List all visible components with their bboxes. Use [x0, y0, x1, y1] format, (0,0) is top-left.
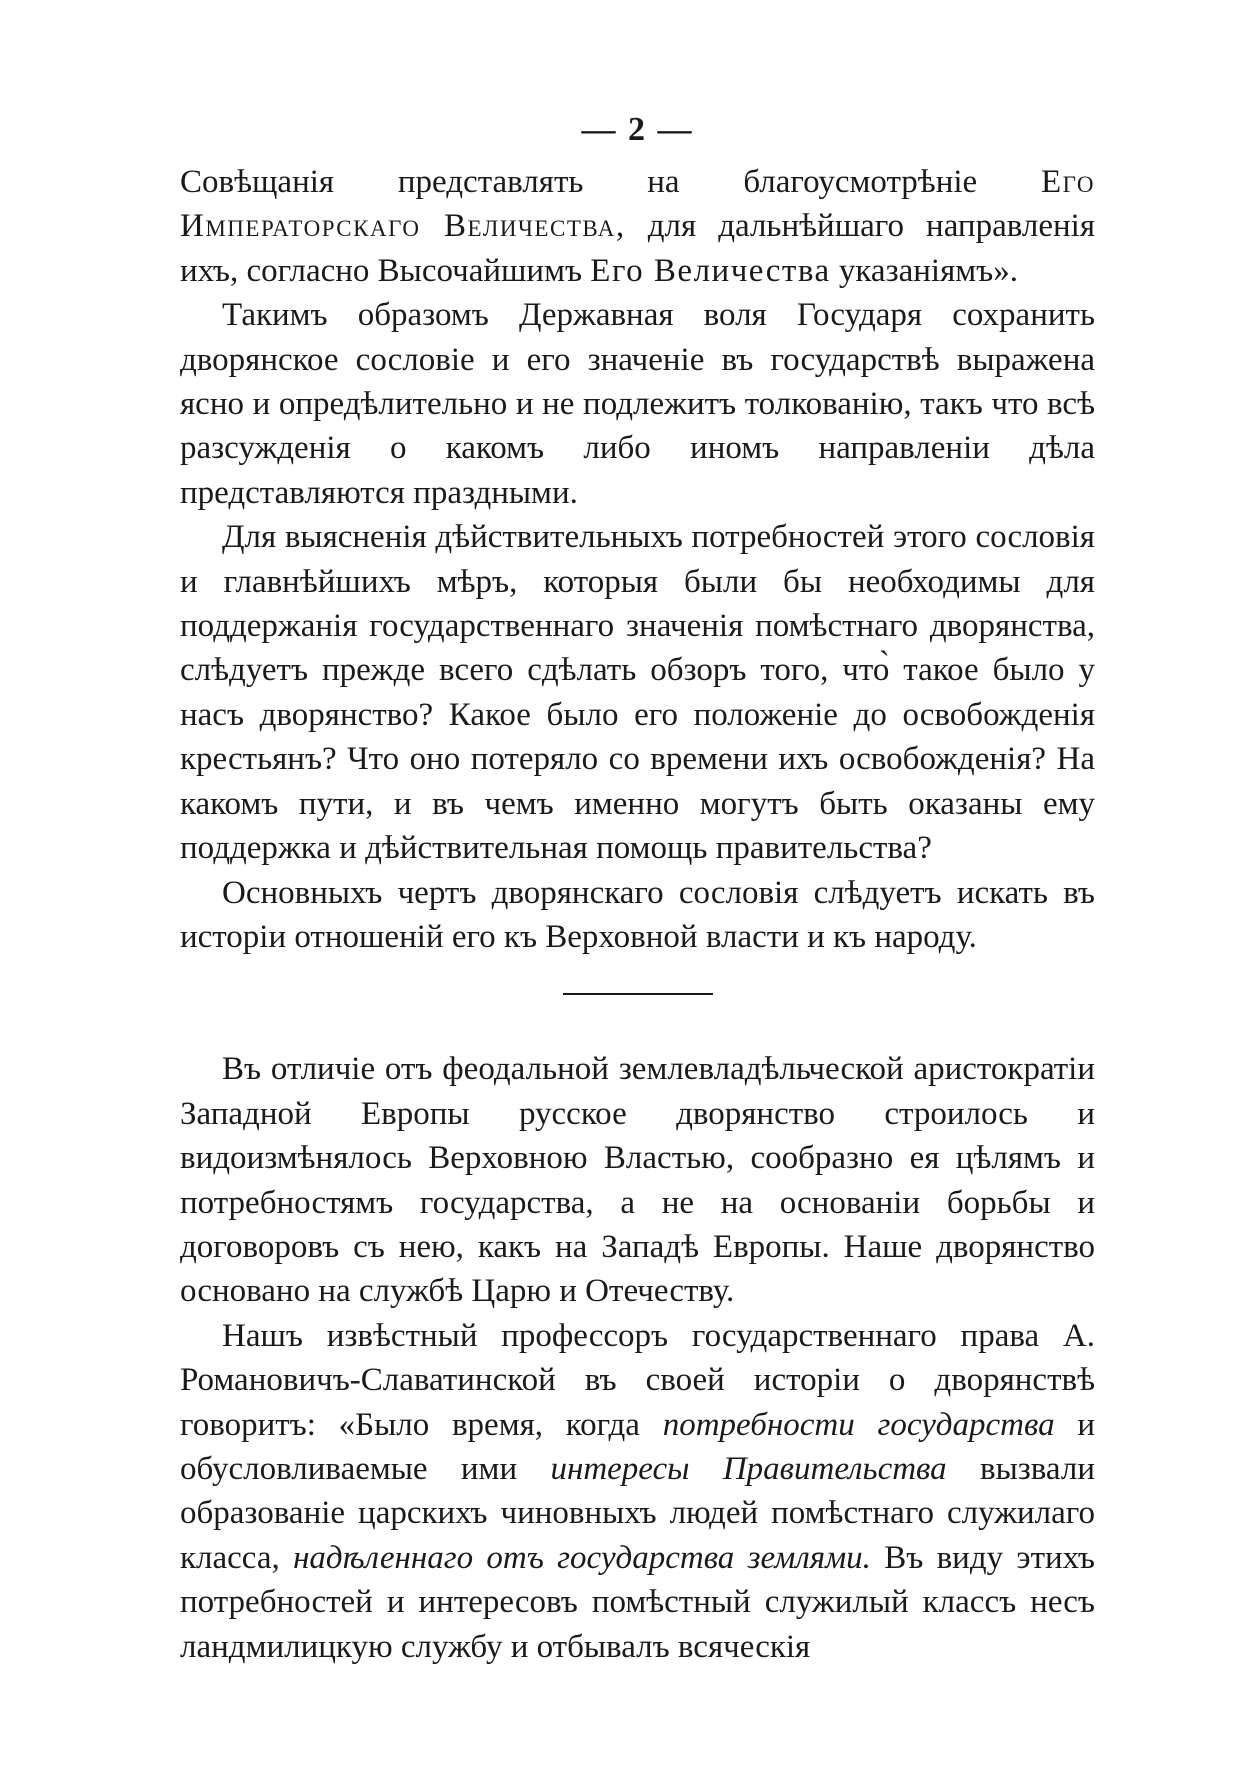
text-run-italic: интересы Правительства: [550, 1450, 947, 1487]
paragraph-continuation: [180, 160, 1095, 293]
page: [180, 100, 1095, 1669]
text-run-italic: потребности государства: [662, 1406, 1055, 1443]
text-run-emphasis: Его Императорскаго Величества,: [180, 164, 1095, 245]
text-run-italic: надѣленнаго отъ государства землями.: [293, 1539, 871, 1576]
text-run: указаніямъ».: [830, 252, 1018, 289]
paragraph-questions: Для выясненія дѣйствительныхъ потребностей этого сословія и главнѣйшихъ мѣръ, которыя были бы необходимы для поддержанія государственнаго значенія помѣстнаго дворянства, слѣдуетъ прежде всего сдѣлать обзоръ того, что̀ такое было у насъ дворянство? Какое было его положеніе до освобожденія крестьянъ? Что оно потеряло со времени ихъ освобожденія? На какомъ пути, и въ чемъ именно могутъ быть оказаны ему поддержка и дѣйствительная помощь правительства?: [180, 519, 1095, 867]
text-run: Нашъ извѣстный профессоръ государственнаго права А. Романовичъ-Славатинской въ своей исторіи о дворянствѣ говоритъ: «Было время, когда: [180, 1317, 1095, 1443]
paragraph-nobility-origin: Въ отличіе отъ феодальной землевладѣльческой аристократіи Западной Европы русское дворянство строилось и видоизмѣнялось Верховною Властью, сообразно ея цѣлямъ и потребностямъ государства, а не на основаніи борьбы и договоровъ съ нею, какъ на Западѣ Европы. Наше дворянство основано на службѣ Царю и Отечеству.: [180, 1051, 1095, 1310]
paragraph-professor-quote: [180, 1314, 1095, 1669]
paragraph-sovereign-will: Такимъ образомъ Державная воля Государя сохранить дворянское сословіе и его значеніе въ государствѣ выражена ясно и опредѣлительно и не подлежитъ толкованію, такъ что всѣ разсужденія о какомъ либо иномъ направленіи дѣла представляются праздными.: [180, 297, 1095, 511]
page-number: — 2 —: [581, 111, 694, 148]
section-divider: [563, 993, 713, 995]
paragraph-basic-traits: Основныхъ чертъ дворянскаго сословія слѣдуетъ искать въ исторіи отношеній его къ Верховной власти и къ народу.: [180, 874, 1095, 955]
text-run-emphasis: Его Величества: [590, 252, 831, 289]
text-run: для дальнѣйшаго направленія ихъ, согласно Высочайшимъ: [180, 208, 1095, 289]
text-run: вызвали образованіе царскихъ чиновныхъ людей помѣстнаго служилаго класса,: [180, 1450, 1095, 1576]
text-run: Совѣщанія представлять на благоусмотрѣніе: [180, 164, 1041, 200]
text-run: и обусловливаемые ими: [180, 1406, 1096, 1487]
text-run: Въ виду этихъ потребностей и интересовъ помѣстный служилый классъ несъ ландмилицкую службу и отбывалъ всяческія: [180, 1539, 1095, 1665]
